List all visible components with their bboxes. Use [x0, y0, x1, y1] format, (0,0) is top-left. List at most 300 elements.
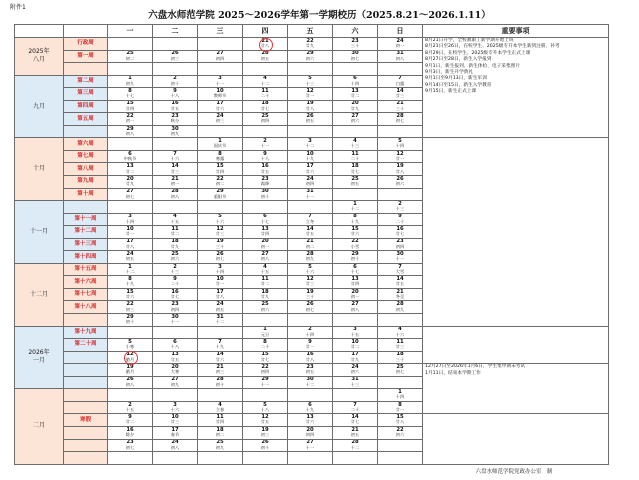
- day-number: 6: [353, 263, 357, 270]
- day-number: 27: [351, 301, 359, 308]
- lunar-date: 初五: [305, 118, 315, 124]
- day-number: 28: [216, 376, 224, 383]
- day-cell: [378, 452, 423, 465]
- day-number: 31: [306, 188, 314, 195]
- day-number: 6: [308, 401, 312, 408]
- day-number: 18: [351, 163, 359, 170]
- note-line: 9月14日至15日，新生入学教育: [425, 82, 492, 88]
- day-cell: [243, 163, 288, 176]
- lunar-date: 廿二: [170, 231, 180, 237]
- day-cell: [333, 351, 378, 364]
- lunar-date: 初五: [215, 306, 225, 312]
- day-number: 24: [351, 363, 359, 370]
- day-cell: [243, 63, 288, 76]
- lunar-date: 寒露: [215, 156, 225, 161]
- week-label: 第十三周: [64, 238, 108, 251]
- day-cell: [333, 276, 378, 289]
- day-cell: [153, 351, 198, 364]
- day-cell: [288, 213, 333, 226]
- day-number: 19: [306, 288, 314, 295]
- day-number: 30: [261, 188, 269, 195]
- day-cell: [198, 452, 243, 465]
- day-number: 16: [171, 288, 179, 295]
- lunar-date: 初七: [125, 444, 135, 450]
- day-cell: [108, 201, 153, 214]
- day-cell: [198, 263, 243, 276]
- lunar-date: 初七: [395, 369, 405, 375]
- day-cell: [108, 288, 153, 301]
- lunar-date: 廿五: [305, 231, 315, 237]
- week-row: [15, 138, 609, 151]
- day-cell: [153, 138, 198, 151]
- day-cell: [153, 163, 198, 176]
- day-cell: [108, 263, 153, 276]
- lunar-date: 十一: [305, 444, 315, 450]
- lunar-date: 十四: [215, 268, 225, 274]
- day-cell: [333, 389, 378, 402]
- day-cell: [288, 88, 333, 101]
- attachment-label: 附件1: [10, 4, 26, 11]
- day-cell: [288, 401, 333, 414]
- day-cell: [198, 226, 243, 239]
- day-cell: [198, 426, 243, 439]
- day-cell: [153, 401, 198, 414]
- lunar-date: 初七: [350, 55, 360, 61]
- day-cell: [378, 63, 423, 76]
- day-cell: [378, 213, 423, 226]
- day-cell: [153, 238, 198, 251]
- day-cell: [198, 401, 243, 414]
- day-number: 30: [396, 250, 404, 257]
- lunar-date: 廿八: [395, 168, 405, 174]
- day-number: 10: [216, 87, 224, 94]
- lunar-date: 廿二: [350, 344, 360, 350]
- week-label: 第二十周: [64, 339, 108, 352]
- day-cell: [153, 50, 198, 63]
- day-cell: [378, 163, 423, 176]
- day-number: 21: [171, 175, 179, 182]
- day-number: 26: [261, 439, 269, 446]
- lunar-date: 廿八: [125, 243, 135, 249]
- day-number: 4: [173, 213, 177, 220]
- day-cell: [153, 339, 198, 352]
- week-label: 第四周: [64, 100, 108, 113]
- lunar-date: 廿八: [305, 356, 315, 362]
- day-cell: [153, 426, 198, 439]
- day-cell: [108, 426, 153, 439]
- day-number: 10: [351, 338, 359, 345]
- day-cell: [243, 351, 288, 364]
- day-cell: [378, 238, 423, 251]
- day-cell: [288, 339, 333, 352]
- day-number: 1: [218, 138, 222, 145]
- day-cell: [243, 100, 288, 113]
- lunar-date: 二十: [350, 406, 360, 412]
- footer-signature: 六盘水师范学院党政办公室 制: [475, 468, 553, 475]
- day-cell: [108, 125, 153, 138]
- day-number: 14: [396, 276, 404, 283]
- lunar-date: 秋分: [170, 118, 180, 124]
- day-number: 7: [398, 75, 402, 82]
- day-cell: [243, 339, 288, 352]
- day-cell: [333, 100, 378, 113]
- lunar-date: 春节: [170, 432, 180, 438]
- day-cell: [288, 376, 333, 389]
- day-number: 2: [308, 326, 312, 333]
- day-number: 31: [216, 313, 224, 320]
- lunar-date: 除夕: [125, 432, 135, 438]
- lunar-date: 初十: [215, 381, 225, 387]
- day-number: 25: [126, 50, 134, 57]
- day-header: 二: [153, 25, 198, 38]
- day-cell: [378, 314, 423, 327]
- lunar-date: 廿九: [260, 294, 270, 300]
- day-cell: [108, 100, 153, 113]
- day-number: 29: [126, 313, 134, 320]
- week-label: 第十七周: [64, 288, 108, 301]
- lunar-date: 廿一: [395, 156, 405, 161]
- day-cell: [243, 376, 288, 389]
- day-cell: [333, 376, 378, 389]
- day-number: 9: [398, 213, 402, 220]
- day-cell: [243, 38, 288, 51]
- day-cell: [108, 188, 153, 201]
- lunar-date: 二十: [260, 93, 270, 99]
- lunar-date: 十九: [305, 156, 315, 161]
- day-cell: [243, 125, 288, 138]
- day-cell: [198, 163, 243, 176]
- day-cell: [333, 238, 378, 251]
- day-cell: [288, 201, 333, 214]
- lunar-date: 廿九: [125, 181, 135, 187]
- lunar-date: 廿八: [215, 294, 225, 300]
- day-number: 12: [396, 150, 404, 157]
- day-cell: [108, 452, 153, 465]
- lunar-date: 三十: [305, 294, 315, 300]
- day-number: 21: [396, 288, 404, 295]
- day-cell: [108, 326, 153, 339]
- day-cell: [108, 150, 153, 163]
- lunar-date: 十四: [395, 143, 405, 149]
- day-number: 14: [396, 87, 404, 94]
- school-calendar-table: [14, 24, 609, 480]
- lunar-date: 初五: [350, 181, 360, 187]
- day-cell: [333, 452, 378, 465]
- lunar-date: 廿九: [305, 43, 315, 49]
- day-cell: [333, 50, 378, 63]
- day-cell: [198, 414, 243, 427]
- lunar-date: 初九: [395, 306, 405, 312]
- day-cell: [288, 364, 333, 377]
- day-number: 1: [128, 75, 132, 82]
- lunar-date: 十五: [350, 331, 360, 337]
- day-cell: [288, 75, 333, 88]
- lunar-date: 廿七: [170, 294, 180, 300]
- day-number: 28: [171, 188, 179, 195]
- lunar-date: 初一: [170, 181, 180, 187]
- day-cell: [333, 364, 378, 377]
- day-cell: [243, 276, 288, 289]
- note-line: 1月11日，结束本学期工作: [425, 370, 481, 376]
- day-number: 13: [306, 414, 314, 421]
- day-number: 8: [128, 276, 132, 283]
- day-cell: [153, 364, 198, 377]
- week-label: 第一周: [64, 50, 108, 63]
- day-number: 17: [351, 351, 359, 358]
- lunar-date: 十五: [170, 218, 180, 224]
- day-cell: [243, 401, 288, 414]
- lunar-date: 初六: [395, 181, 405, 187]
- day-cell: [243, 389, 288, 402]
- day-number: 12: [306, 276, 314, 283]
- week-label: 第九周: [64, 176, 108, 189]
- lunar-date: 初十: [260, 193, 270, 199]
- lunar-date: 初六: [170, 256, 180, 262]
- corner-header: [15, 25, 64, 38]
- notes-cell: [423, 414, 609, 464]
- day-number: 4: [353, 138, 357, 145]
- day-number: 3: [353, 326, 357, 333]
- lunar-date: 廿三: [395, 93, 405, 99]
- day-cell: [198, 376, 243, 389]
- day-cell: [333, 401, 378, 414]
- day-number: 10: [306, 150, 314, 157]
- lunar-date: 廿一: [395, 406, 405, 412]
- day-cell: [288, 263, 333, 276]
- lunar-date: 十二: [350, 444, 360, 450]
- lunar-date: 初四: [305, 432, 315, 438]
- day-cell: [288, 226, 333, 239]
- lunar-date: 初四: [260, 369, 270, 375]
- day-cell: [153, 113, 198, 126]
- day-cell: [108, 276, 153, 289]
- day-number: 27: [126, 188, 134, 195]
- day-cell: [378, 113, 423, 126]
- lunar-date: 廿五: [395, 281, 405, 287]
- lunar-date: 二十: [260, 344, 270, 350]
- day-cell: [108, 439, 153, 452]
- week-label: [64, 364, 108, 377]
- day-number: 26: [306, 112, 314, 119]
- day-cell: [288, 288, 333, 301]
- day-number: 21: [396, 100, 404, 107]
- lunar-date: 廿六: [305, 168, 315, 174]
- lunar-date: 廿三: [170, 168, 180, 174]
- lunar-date: 初九: [215, 444, 225, 450]
- lunar-date: 廿一: [305, 93, 315, 99]
- lunar-date: 十一: [170, 319, 180, 325]
- day-cell: [108, 163, 153, 176]
- day-number: 5: [263, 401, 267, 408]
- day-cell: [108, 364, 153, 377]
- day-number: 30: [171, 313, 179, 320]
- lunar-date: 初四: [215, 55, 225, 61]
- day-cell: [288, 50, 333, 63]
- month-label: 十二月: [15, 263, 64, 326]
- week-label: 第十六周: [64, 276, 108, 289]
- day-cell: [288, 439, 333, 452]
- week-header: [64, 25, 108, 38]
- lunar-date: 初五: [125, 256, 135, 262]
- day-number: 27: [171, 376, 179, 383]
- day-cell: [378, 100, 423, 113]
- lunar-date: 廿八: [395, 419, 405, 425]
- day-number: 12: [306, 87, 314, 94]
- day-cell: [288, 63, 333, 76]
- lunar-date: 廿二: [260, 281, 270, 287]
- day-cell: [288, 138, 333, 151]
- lunar-date: 初五: [305, 369, 315, 375]
- week-label: [64, 401, 108, 414]
- week-label: 第十九周: [64, 326, 108, 339]
- day-number: 23: [396, 238, 404, 245]
- day-number: 7: [398, 263, 402, 270]
- day-number: 3: [308, 138, 312, 145]
- day-header: 一: [108, 25, 153, 38]
- day-cell: [198, 138, 243, 151]
- day-cell: [198, 301, 243, 314]
- day-cell: [288, 176, 333, 189]
- lunar-date: 白露: [395, 80, 405, 86]
- day-number: 24: [396, 37, 404, 44]
- day-number: 22: [261, 363, 269, 370]
- note-line: 8月27日至28日，新生入学报到: [425, 57, 492, 63]
- day-cell: [108, 314, 153, 327]
- day-number: 4: [218, 401, 222, 408]
- lunar-date: 二十: [395, 218, 405, 224]
- day-cell: [198, 339, 243, 352]
- day-number: 2: [173, 75, 177, 82]
- lunar-date: 廿七: [350, 168, 360, 174]
- day-number: 17: [171, 426, 179, 433]
- day-number: 26: [306, 301, 314, 308]
- day-number: 29: [351, 250, 359, 257]
- week-label: [64, 426, 108, 439]
- day-number: 28: [351, 439, 359, 446]
- day-number: 5: [308, 263, 312, 270]
- week-label: 第三周: [64, 88, 108, 101]
- lunar-date: 冬至: [395, 294, 405, 300]
- lunar-date: 元旦: [260, 331, 270, 337]
- day-cell: [243, 364, 288, 377]
- day-cell: [378, 138, 423, 151]
- day-number: 7: [218, 338, 222, 345]
- week-label: 第六周: [64, 138, 108, 151]
- day-cell: [153, 213, 198, 226]
- lunar-date: 初一: [125, 118, 135, 124]
- day-cell: [243, 263, 288, 276]
- day-cell: [333, 176, 378, 189]
- week-label: [64, 63, 108, 76]
- day-cell: [198, 125, 243, 138]
- day-cell: [378, 401, 423, 414]
- lunar-date: 初六: [350, 118, 360, 124]
- day-number: 6: [128, 150, 132, 157]
- day-cell: [153, 176, 198, 189]
- lunar-date: 十三: [395, 206, 405, 212]
- day-number: 19: [261, 426, 269, 433]
- lunar-date: 廿三: [215, 231, 225, 237]
- lunar-date: 廿三: [305, 281, 315, 287]
- day-number: 11: [216, 414, 224, 421]
- day-cell: [153, 38, 198, 51]
- day-cell: [333, 150, 378, 163]
- day-cell: [243, 326, 288, 339]
- month-label: 九月: [15, 75, 64, 138]
- day-cell: [108, 213, 153, 226]
- day-number: 14: [171, 163, 179, 170]
- day-number: 16: [171, 100, 179, 107]
- day-cell: [378, 339, 423, 352]
- lunar-date: 廿九: [350, 105, 360, 111]
- day-number: 24: [126, 250, 134, 257]
- lunar-date: 十二: [260, 80, 270, 86]
- day-cell: [108, 138, 153, 151]
- week-row: [15, 414, 609, 427]
- day-number: 26: [396, 175, 404, 182]
- lunar-date: 十五: [125, 406, 135, 412]
- lunar-date: 十八: [170, 93, 180, 99]
- day-number: 7: [173, 150, 177, 157]
- day-cell: [288, 389, 333, 402]
- day-cell: [243, 314, 288, 327]
- day-cell: [333, 326, 378, 339]
- day-number: 28: [261, 50, 269, 57]
- lunar-date: 十五: [260, 268, 270, 274]
- lunar-date: 廿七: [395, 231, 405, 237]
- day-cell: [198, 276, 243, 289]
- page-title: 六盘水师范学院 2025～2026学年第一学期校历（2025.8.21～2026.1.11）: [148, 10, 491, 21]
- lunar-date: 十一: [260, 143, 270, 149]
- note-line: 12月27日至2026年1月6日，学生集中期末考试: [425, 364, 526, 370]
- day-number: 30: [171, 125, 179, 132]
- lunar-date: 十四: [125, 218, 135, 224]
- day-number: 15: [126, 100, 134, 107]
- lunar-date: 廿四: [350, 281, 360, 287]
- day-cell: [108, 88, 153, 101]
- day-number: 9: [173, 276, 177, 283]
- lunar-date: 三十: [395, 356, 405, 362]
- day-number: 26: [126, 376, 134, 383]
- day-number: 27: [351, 112, 359, 119]
- day-cell: [333, 226, 378, 239]
- day-cell: [108, 414, 153, 427]
- lunar-date: 廿八: [260, 43, 270, 49]
- day-cell: [333, 75, 378, 88]
- day-number: 11: [171, 225, 179, 232]
- lunar-date: 三十: [395, 105, 405, 111]
- day-number: 26: [216, 250, 224, 257]
- day-cell: [333, 251, 378, 264]
- day-cell: [153, 452, 198, 465]
- day-cell: [288, 452, 333, 465]
- day-number: 30: [306, 376, 314, 383]
- day-number: 11: [261, 87, 269, 94]
- day-cell: [153, 226, 198, 239]
- lunar-date: 初三: [260, 432, 270, 438]
- day-number: 21: [216, 363, 224, 370]
- day-cell: [378, 38, 423, 51]
- lunar-date: 廿四: [260, 231, 270, 237]
- day-cell: [243, 88, 288, 101]
- day-cell: [108, 238, 153, 251]
- note-line: 9月3日，新生开学典礼: [425, 70, 474, 76]
- day-number: 13: [171, 351, 179, 358]
- lunar-date: 十四: [350, 80, 360, 86]
- day-number: 8: [218, 150, 222, 157]
- lunar-date: 廿一: [215, 281, 225, 287]
- day-cell: [243, 176, 288, 189]
